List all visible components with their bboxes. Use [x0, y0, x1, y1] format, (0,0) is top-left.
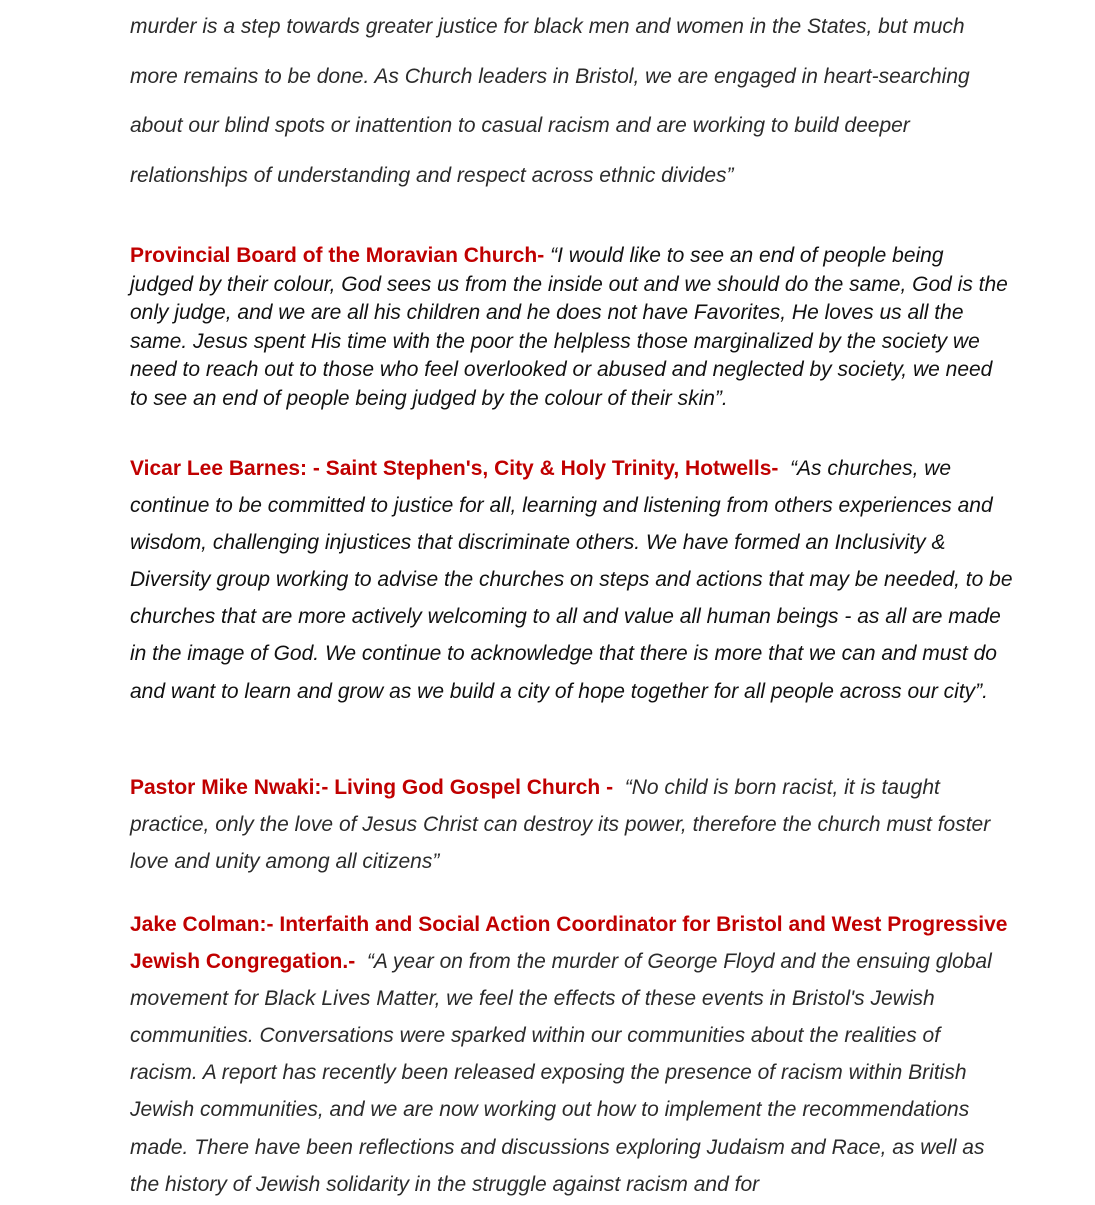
statement-pastor-mike-nwaki: [130, 769, 1020, 880]
statement-vicar-lee-barnes: [130, 450, 1020, 710]
speaker-name: Pastor Mike Nwaki:- Living God Gospel Church -: [130, 776, 614, 799]
speaker-name: Vicar Lee Barnes: - Saint Stephen's, City & Holy Trinity, Hotwells-: [130, 457, 779, 480]
speaker-name: Provincial Board of the Moravian Church-: [130, 244, 545, 267]
statement-quote: “A year on from the murder of George Floyd and the ensuing global movement for Black Lives Matter, we feel the effects of these events in Bristol's Jewish communities. Conversations were sparked within our communities about the realities of racism. A report has recently been released exposing the presence of racism within British Jewish communities, and we are now working out how to implement the recommendations made. There have been reflections and discussions exploring Judaism and Race, as well as the history of Jewish solidarity in the struggle against racism and for: [130, 950, 992, 1196]
speaker-name: Jake Colman:- Interfaith and Social Action Coordinator for Bristol and West Progressive Jewish Congregation.-: [130, 913, 1008, 974]
statement-quote: “No child is born racist, it is taught practice, only the love of Jesus Christ can destroy its power, therefore the church must foster love and unity among all citizens”: [130, 776, 991, 874]
statement-moravian-church: [130, 242, 1010, 414]
statement-quote: “As churches, we continue to be committed to justice for all, learning and listening from others experiences and wisdom, challenging injustices that discriminate others. We have formed an Inclusivity & Diversity group working to advise the churches on steps and actions that may be needed, to be churches that are more actively welcoming to all and value all human beings - as all are made in the image of God. We continue to acknowledge that there is more that we can and must do and want to learn and grow as we build a city of hope together for all people across our city”.: [130, 457, 1013, 703]
intro-paragraph: [130, 2, 1010, 200]
statement-quote: “I would like to see an end of people being judged by their colour, God sees us from the inside out and we should do the same, God is the only judge, and we are all his children and he does not have Favorites, He loves us all the same. Jesus spent His time with the poor the helpless those marginalized by the society we need to reach out to those who feel overlooked or abused and neglected by society, we need to see an end of people being judged by the colour of their skin”.: [130, 244, 1008, 410]
intro-quote: murder is a step towards greater justice for black men and women in the States, but much more remains to be done. As Church leaders in Bristol, we are engaged in heart-searching about our blind spots or inattention to casual racism and are working to build deeper relationships of understanding and respect across ethnic divides”: [130, 15, 970, 187]
statement-jake-colman: [130, 906, 1010, 1203]
